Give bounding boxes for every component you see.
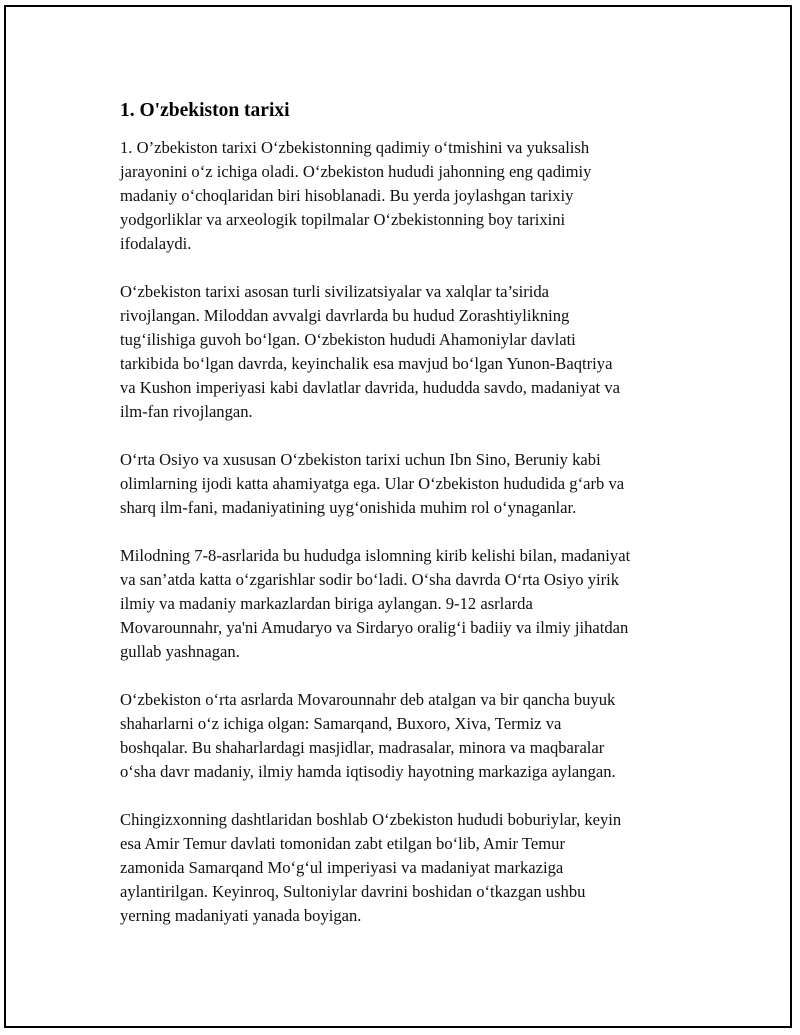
text-line: zamonida Samarqand Mo‘g‘ul imperiyasi va madaniyat markaziga — [120, 858, 564, 877]
text-line: ilmiy va madaniy markazlardan biriga aylangan. 9-12 asrlarda — [120, 594, 533, 613]
paragraph — [120, 544, 710, 664]
paragraph — [120, 688, 710, 784]
text-line: madaniy o‘choqlaridan biri hisoblanadi. Bu yerda joylashgan tarixiy — [120, 186, 574, 205]
paragraph — [120, 280, 710, 424]
text-line: boshqalar. Bu shaharlardagi masjidlar, madrasalar, minora va maqbaralar — [120, 738, 605, 757]
text-line: tarkibida bo‘lgan davrda, keyinchalik esa mavjud bo‘lgan Yunon-Baqtriya — [120, 354, 613, 373]
document-heading: 1. O'zbekiston tarixi — [120, 100, 290, 121]
text-line: jarayonini o‘z ichiga oladi. O‘zbekiston hududi jahonning eng qadimiy — [120, 162, 592, 181]
text-line: va Kushon imperiyasi kabi davlatlar davrida, hududda savdo, madaniyat va — [120, 378, 620, 397]
text-line: o‘sha davr madaniy, ilmiy hamda iqtisodiy hayotning markaziga aylangan. — [120, 762, 616, 781]
text-line: rivojlangan. Miloddan avvalgi davrlarda bu hudud Zorashtiylikning — [120, 306, 570, 325]
text-line: ilm-fan rivojlangan. — [120, 402, 253, 421]
text-line: gullab yashnagan. — [120, 642, 240, 661]
paragraph — [120, 808, 710, 928]
document-body — [120, 99, 710, 952]
text-line: yodgorliklar va arxeologik topilmalar O‘zbekistonning boy tarixini — [120, 210, 566, 229]
text-line: olimlarning ijodi katta ahamiyatga ega. Ular O‘zbekiston hududida g‘arb va — [120, 474, 625, 493]
paragraph — [120, 448, 710, 520]
text-line: 1. O’zbekiston tarixi O‘zbekistonning qadimiy o‘tmishini va yuksalish — [120, 138, 590, 157]
text-line: aylantirilgan. Keyinroq, Sultoniylar davrini boshidan o‘tkazgan ushbu — [120, 882, 586, 901]
text-line: Chingizxonning dashtlaridan boshlab O‘zbekiston hududi boburiylar, keyin — [120, 810, 622, 829]
text-line: Movarounnahr, ya'ni Amudaryo va Sirdaryo oralig‘i badiiy va ilmiy jihatdan — [120, 618, 629, 637]
text-line: O‘zbekiston tarixi asosan turli sivilizatsiyalar va xalqlar ta’sirida — [120, 282, 550, 301]
text-line: shaharlarni o‘z ichiga olgan: Samarqand, Buxoro, Xiva, Termiz va — [120, 714, 562, 733]
text-line: O‘rta Osiyo va xususan O‘zbekiston tarixi uchun Ibn Sino, Beruniy kabi — [120, 450, 601, 469]
page-frame — [4, 5, 792, 1028]
text-line: Milodning 7-8-asrlarida bu hududga islomning kirib kelishi bilan, madaniyat — [120, 546, 631, 565]
paragraph — [120, 136, 710, 256]
text-line: ifodalaydi. — [120, 234, 192, 253]
text-line: yerning madaniyati yanada boyigan. — [120, 906, 362, 925]
text-line: va san’atda katta o‘zgarishlar sodir bo‘ladi. O‘sha davrda O‘rta Osiyo yirik — [120, 570, 620, 589]
text-line: esa Amir Temur davlati tomonidan zabt etilgan bo‘lib, Amir Temur — [120, 834, 565, 853]
text-line: sharq ilm-fani, madaniyatining uyg‘onishida muhim rol o‘ynaganlar. — [120, 498, 577, 517]
text-line: tug‘ilishiga guvoh bo‘lgan. O‘zbekiston hududi Ahamoniylar davlati — [120, 330, 576, 349]
text-line: O‘zbekiston o‘rta asrlarda Movarounnahr deb atalgan va bir qancha buyuk — [120, 690, 616, 709]
